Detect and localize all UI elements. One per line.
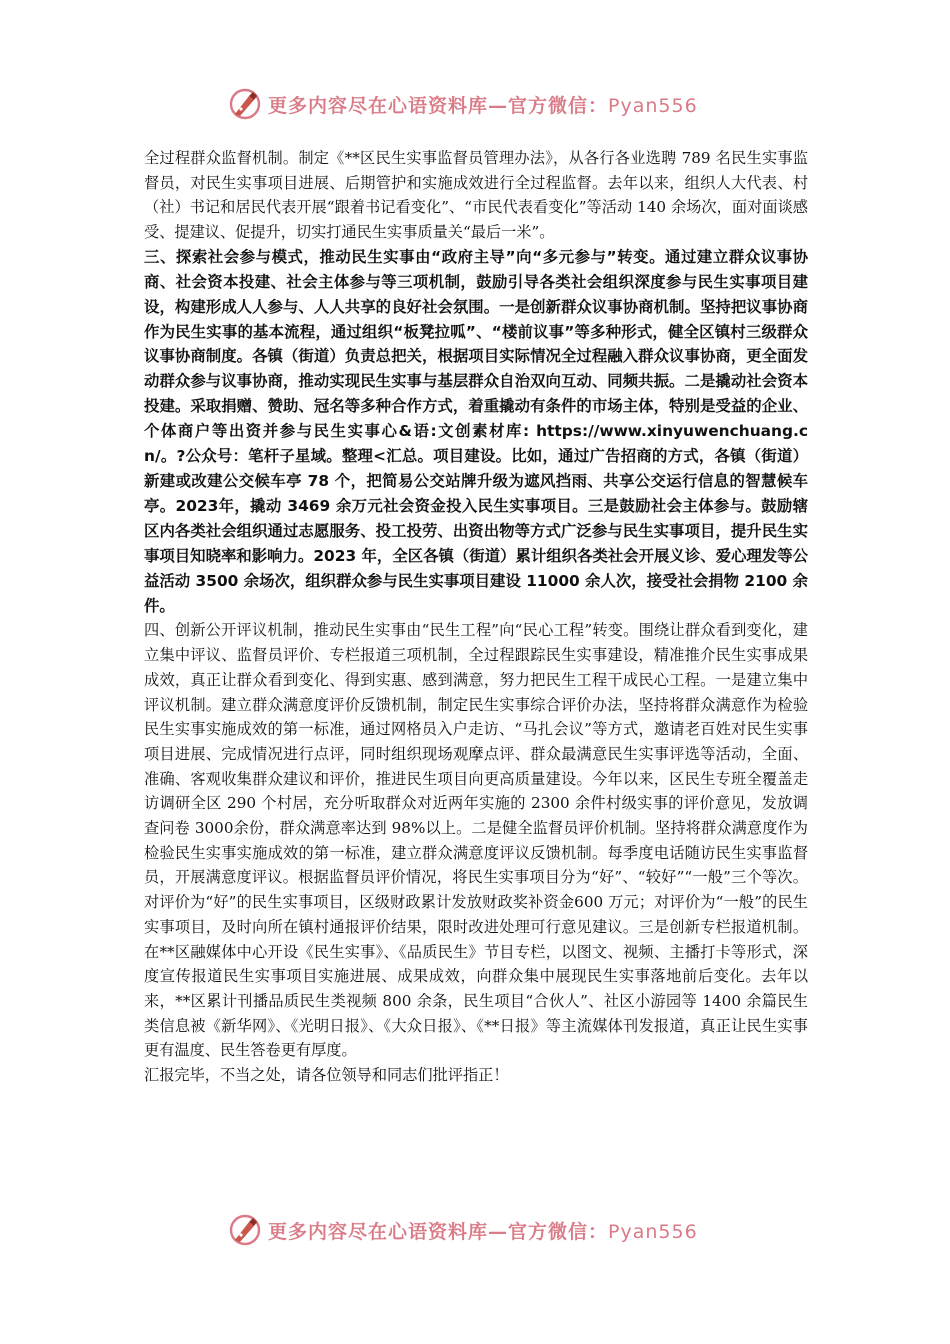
banner-title: 更多内容尽在心语资料库—官方微信： <box>268 1220 609 1243</box>
footer-banner[interactable] <box>228 1212 728 1248</box>
pen-nib-logo-icon <box>228 87 262 121</box>
banner-wechat-id: Pyan556 <box>608 1220 698 1243</box>
paragraph-section-three: 三、探索社会参与模式，推动民生实事由“政府主导”向“多元参与”转变。通过建立群众议事协商、社会资本投建、社会主体参与等三项机制，鼓励引导各类社会组织深度参与民生实事项目建设，构建形成人人参与、人人共享的良好社会氛围。一是创新群众议事协商机制。坚持把议事协商作为民生实事的基本流程，通过组织“板凳拉呱”、“楼前议事”等多种形式，健全区镇村三级群众议事协商制度。各镇（街道）负责总把关，根据项目实际情况全过程融入群众议事协商，更全面发动群众参与议事协商，推动实现民生实事与基层群众自治双向互动、同频共振。二是撬动社会资本投建。采取捐赠、赞助、冠名等多种合作方式，着重撬动有条件的市场主体，特别是受益的企业、个体商户等出资并参与民生实事心&语:文创素材库: https://www.xinyuwenchuang.cn/。?公众号：笔杆子星域。整理<汇总。项目建设。比如，通过广告招商的方式，各镇（街道）新建或改建公交候车亭 78 个，把简易公交站牌升级为遮风挡雨、共享公交运行信息的智慧候车亭。2023年，撬动 3469 余万元社会资金投入民生实事项目。三是鼓励社会主体参与。鼓励辖区内各类社会组织通过志愿服务、投工投劳、出资出物等方式广泛参与民生实事项目，提升民生实事项目知晓率和影响力。2023 年，全区各镇（街道）累计组织各类社会开展义诊、爱心理发等公益活动 3500 余场次，组织群众参与民生实事项目建设 11000 余人次，接受社会捐物 2100 余件。 <box>144 247 808 615</box>
paragraph-supervision: 全过程群众监督机制。制定《**区民生实事监督员管理办法》，从各行各业选聘 789 名民生实事监督员，对民生实事项目进展、后期管护和实施成效进行全过程监督。去年以来，组织人大代表、村（社）书记和居民代表开展“跟着书记看变化”、“市民代表看变化”等活动 140 余场次，面对面谈感受、提建议、促提升，切实打通民生实事质量关“最后一米”。 <box>144 149 808 242</box>
banner-title: 更多内容尽在心语资料库—官方微信： <box>268 94 609 117</box>
pen-nib-logo-icon <box>228 1213 262 1247</box>
banner-text <box>268 91 698 118</box>
header-banner[interactable] <box>228 86 728 122</box>
banner-wechat-id: Pyan556 <box>608 94 698 117</box>
document-body <box>144 146 808 1088</box>
paragraph-section-four: 四、创新公开评议机制，推动民生实事由“民生工程”向“民心工程”转变。围绕让群众看到变化，建立集中评议、监督员评价、专栏报道三项机制，全过程跟踪民生实事建设，精准推介民生实事成果成效，真正让群众看到变化、得到实惠、感到满意，努力把民生工程干成民心工程。一是建立集中评议机制。建立群众满意度评价反馈机制，制定民生实事综合评价办法，坚持将群众满意作为检验民生实事实施成效的第一标准，通过网格员入户走访、“马扎会议”等方式，邀请老百姓对民生实事项目进展、完成情况进行点评，同时组织现场观摩点评、群众最满意民生实事评选等活动，全面、准确、客观收集群众建议和评价，推进民生项目向更高质量建设。今年以来，区民生专班全覆盖走访调研全区 290 个村居，充分听取群众对近两年实施的 2300 余件村级实事的评价意见，发放调查问卷 3000余份，群众满意率达到 98%以上。二是健全监督员评价机制。坚持将群众满意度作为检验民生实事实施成效的第一标准，建立群众满意度评议反馈机制。每季度电话随访民生实事监督员，开展满意度评议。根据监督员评价情况，将民生实事项目分为“好”、“较好”“一般”三个等次。对评价为“好”的民生实事项目，区级财政累计发放财政奖补资金600 万元；对评价为“一般”的民生实事项目，及时向所在镇村通报评价结果，限时改进处理可行意见建议。三是创新专栏报道机制。在**区融媒体中心开设《民生实事》、《品质民生》节目专栏，以图文、视频、主播打卡等形式，深度宣传报道民生实事项目实施进展、成果成效，向群众集中展现民生实事落地前后变化。去年以来，**区累计刊播品质民生类视频 800 余条，民生项目“合伙人”、社区小游园等 1400 余篇民生类信息被《新华网》、《光明日报》、《大众日报》、《**日报》等主流媒体刊发报道，真正让民生实事更有温度、民生答卷更有厚度。 <box>144 621 808 1060</box>
banner-text <box>268 1217 698 1244</box>
paragraph-closing: 汇报完毕，不当之处，请各位领导和同志们批评指正！ <box>144 1066 509 1085</box>
